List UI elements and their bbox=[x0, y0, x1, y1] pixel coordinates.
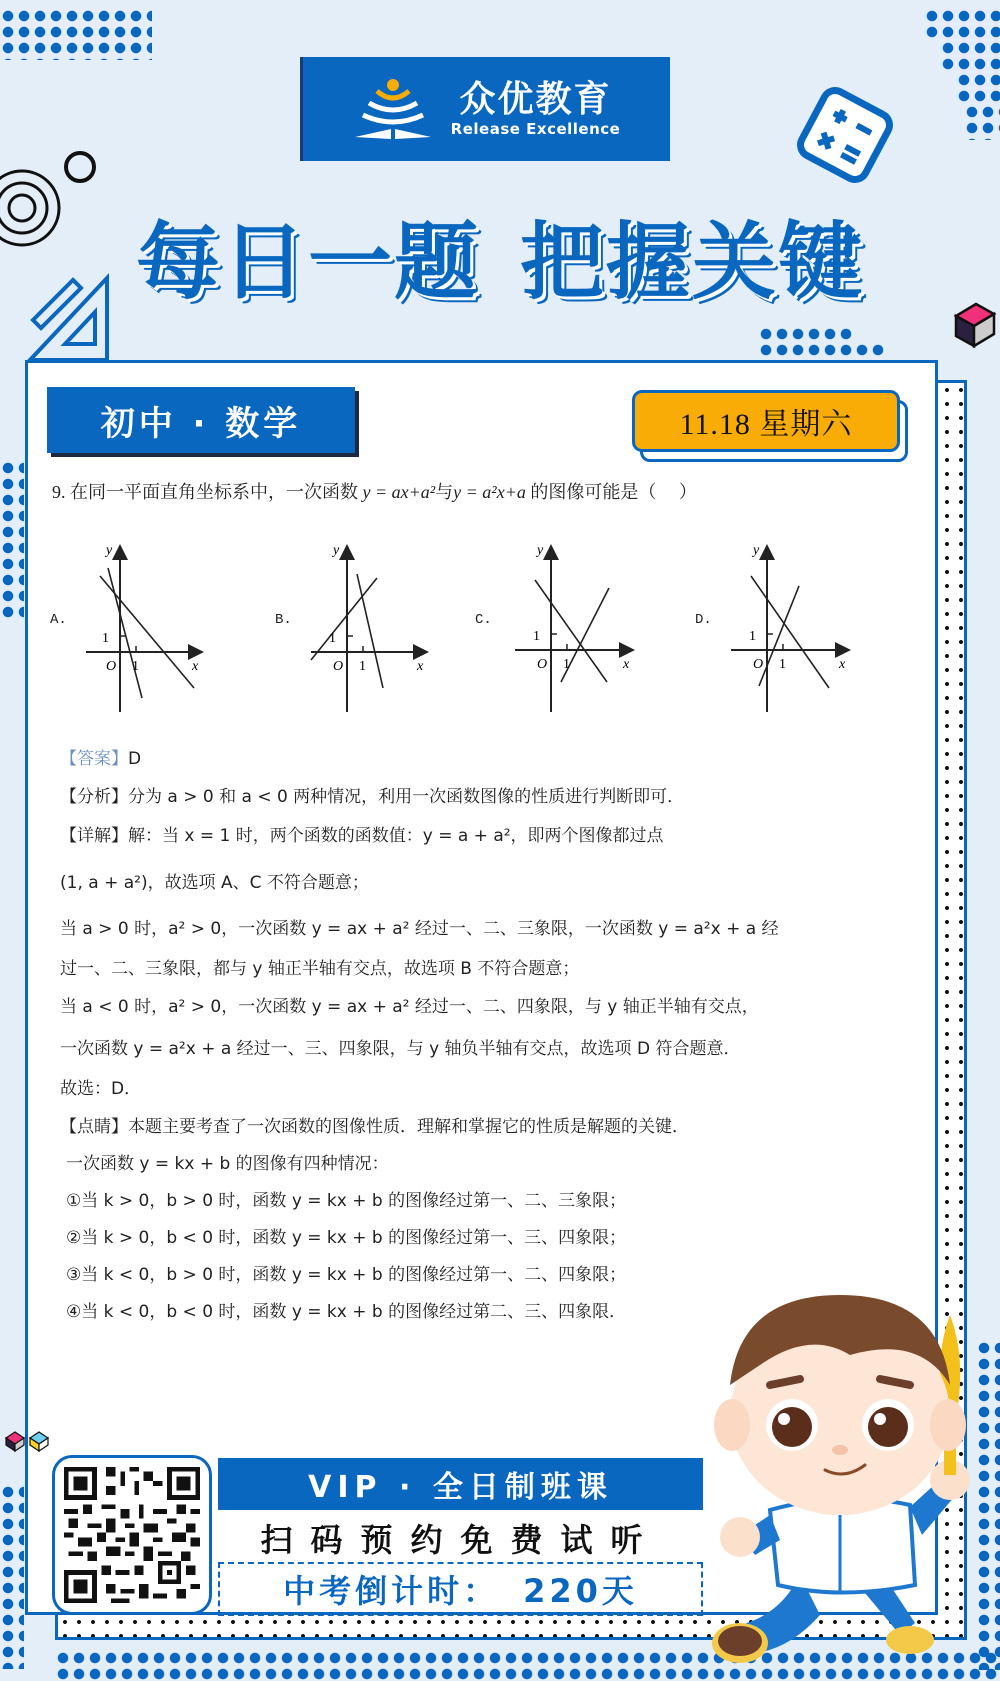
set-square-pencil-icon bbox=[25, 270, 115, 370]
vip-class-banner: VIP · 全日制班课 bbox=[218, 1458, 703, 1510]
function-1: y = ax+a² bbox=[362, 482, 436, 502]
svg-text:y: y bbox=[753, 543, 760, 558]
svg-text:1: 1 bbox=[359, 659, 366, 674]
svg-text:1: 1 bbox=[132, 659, 139, 674]
conclusion-line: 故选：D． bbox=[60, 1079, 142, 1099]
scan-to-book-text: 扫码预约免费试听 bbox=[260, 1521, 661, 1559]
analysis-line: 【分析】分为 a > 0 和 a < 0 两种情况，利用一次函数图像的性质进行判断即可． bbox=[60, 787, 685, 807]
decor-dots-top-right-3 bbox=[956, 72, 1000, 104]
svg-text:x: x bbox=[192, 659, 199, 674]
option-label: A. bbox=[50, 612, 67, 628]
option-label: B. bbox=[275, 612, 292, 628]
svg-text:O: O bbox=[333, 659, 344, 674]
decor-dots-top-right-4 bbox=[964, 104, 1000, 140]
comment-line: 【点睛】本题主要考查了一次函数的图像性质．理解和掌握它的性质是解题的关键． bbox=[60, 1117, 689, 1137]
concentric-circles-icon bbox=[0, 150, 100, 250]
svg-text:O: O bbox=[106, 659, 117, 674]
decor-dots-left-bottom bbox=[0, 1484, 24, 1669]
svg-text:x: x bbox=[839, 657, 846, 672]
date-tag: 11.18 星期六 bbox=[632, 390, 900, 452]
option-label: D. bbox=[695, 612, 712, 628]
coordinate-graph-b bbox=[305, 540, 465, 715]
question-number: 9. bbox=[52, 482, 66, 502]
brand-logo-banner bbox=[300, 57, 670, 161]
decor-dots-under-title-2 bbox=[758, 342, 886, 358]
page-headline bbox=[120, 205, 880, 311]
qr-code-box[interactable] bbox=[52, 1455, 212, 1615]
svg-text:O: O bbox=[753, 657, 764, 672]
cube-icon bbox=[952, 300, 998, 350]
subject-tag: 初中 · 数学 bbox=[47, 387, 355, 453]
svg-text:x: x bbox=[623, 657, 630, 672]
option-b-graph[interactable] bbox=[275, 540, 495, 715]
detail-line-2: (1, a + a²)，故选项 A、C 不符合题意； bbox=[60, 873, 369, 893]
brand-logo-icon bbox=[353, 77, 433, 141]
decor-dots-under-title bbox=[758, 326, 854, 342]
decor-dots-top-right bbox=[924, 8, 1000, 40]
svg-text:1: 1 bbox=[533, 629, 540, 644]
svg-text:1: 1 bbox=[563, 657, 570, 672]
qr-code-icon bbox=[64, 1467, 200, 1603]
detail-line-3: 当 a > 0 时，a² > 0，一次函数 y = ax + a² 经过一、二、三象限，一次函数 y = a²x + a 经 bbox=[60, 919, 779, 939]
countdown-label: 中考倒计时： bbox=[283, 1572, 500, 1610]
svg-text:y: y bbox=[333, 543, 340, 558]
svg-text:1: 1 bbox=[329, 631, 336, 646]
coordinate-graph-d bbox=[725, 540, 885, 715]
detail-line-6: 一次函数 y = a²x + a 经过一、三、四象限，与 y 轴负半轴有交点，故选项 D 符合题意． bbox=[60, 1039, 741, 1059]
answer-value: D bbox=[128, 749, 142, 769]
decor-dots-top-left bbox=[0, 8, 152, 60]
detail-line-1: 【详解】解：当 x = 1 时，两个函数的函数值：y = a + a²，即两个图像都过点 bbox=[60, 826, 664, 846]
svg-text:1: 1 bbox=[749, 629, 756, 644]
coordinate-graph-c bbox=[505, 540, 665, 715]
headline-part2: 把握关键 bbox=[520, 212, 865, 311]
case-item-2: ②当 k > 0，b < 0 时，函数 y = kx + b 的图像经过第一、三、四象限； bbox=[66, 1228, 627, 1248]
option-a-graph[interactable] bbox=[50, 540, 270, 715]
svg-text:1: 1 bbox=[779, 657, 786, 672]
calculator-symbols-icon bbox=[795, 85, 895, 185]
case-item-4: ④当 k < 0，b < 0 时，函数 y = kx + b 的图像经过第二、三、四象限． bbox=[66, 1302, 627, 1322]
small-cubes-icon bbox=[4, 1430, 50, 1452]
decor-dots-left-mid bbox=[0, 460, 24, 620]
decor-dots-top-right-2 bbox=[940, 40, 1000, 72]
coordinate-graph-a bbox=[80, 540, 240, 715]
function-2: y = a²x+a bbox=[453, 482, 526, 502]
brand-name-en: Release Excellence bbox=[450, 120, 621, 138]
svg-text:y: y bbox=[537, 543, 544, 558]
headline-part1: 每日一题 bbox=[135, 212, 480, 311]
case-item-3: ③当 k < 0，b > 0 时，函数 y = kx + b 的图像经过第一、二、四象限； bbox=[66, 1265, 627, 1285]
svg-text:x: x bbox=[417, 659, 424, 674]
svg-text:1: 1 bbox=[102, 631, 109, 646]
svg-text:y: y bbox=[106, 543, 113, 558]
case-item-1: ①当 k > 0，b > 0 时，函数 y = kx + b 的图像经过第一、二、三象限； bbox=[66, 1191, 627, 1211]
brand-name-cn: 众优教育 bbox=[459, 79, 612, 120]
detail-line-4: 过一、二、三象限，都与 y 轴正半轴有交点，故选项 B 不符合题意； bbox=[60, 959, 580, 979]
svg-text:O: O bbox=[537, 657, 548, 672]
answer-line: 【答案】D bbox=[60, 749, 142, 769]
detail-line-5: 当 a < 0 时，a² > 0，一次函数 y = ax + a² 经过一、二、四象限，与 y 轴正半轴有交点， bbox=[60, 997, 759, 1017]
question-text: 9. 在同一平面直角坐标系中，一次函数 y = ax+a²与y = a²x+a 的图像可能是（ ） bbox=[52, 482, 697, 502]
option-label: C. bbox=[475, 612, 492, 628]
option-c-graph[interactable] bbox=[475, 540, 695, 715]
cases-intro: 一次函数 y = kx + b 的图像有四种情况： bbox=[66, 1154, 389, 1174]
exam-countdown bbox=[218, 1562, 703, 1616]
countdown-value: 220天 bbox=[523, 1572, 638, 1610]
mascot-boy-illustration bbox=[700, 1275, 990, 1675]
option-d-graph[interactable] bbox=[695, 540, 915, 715]
